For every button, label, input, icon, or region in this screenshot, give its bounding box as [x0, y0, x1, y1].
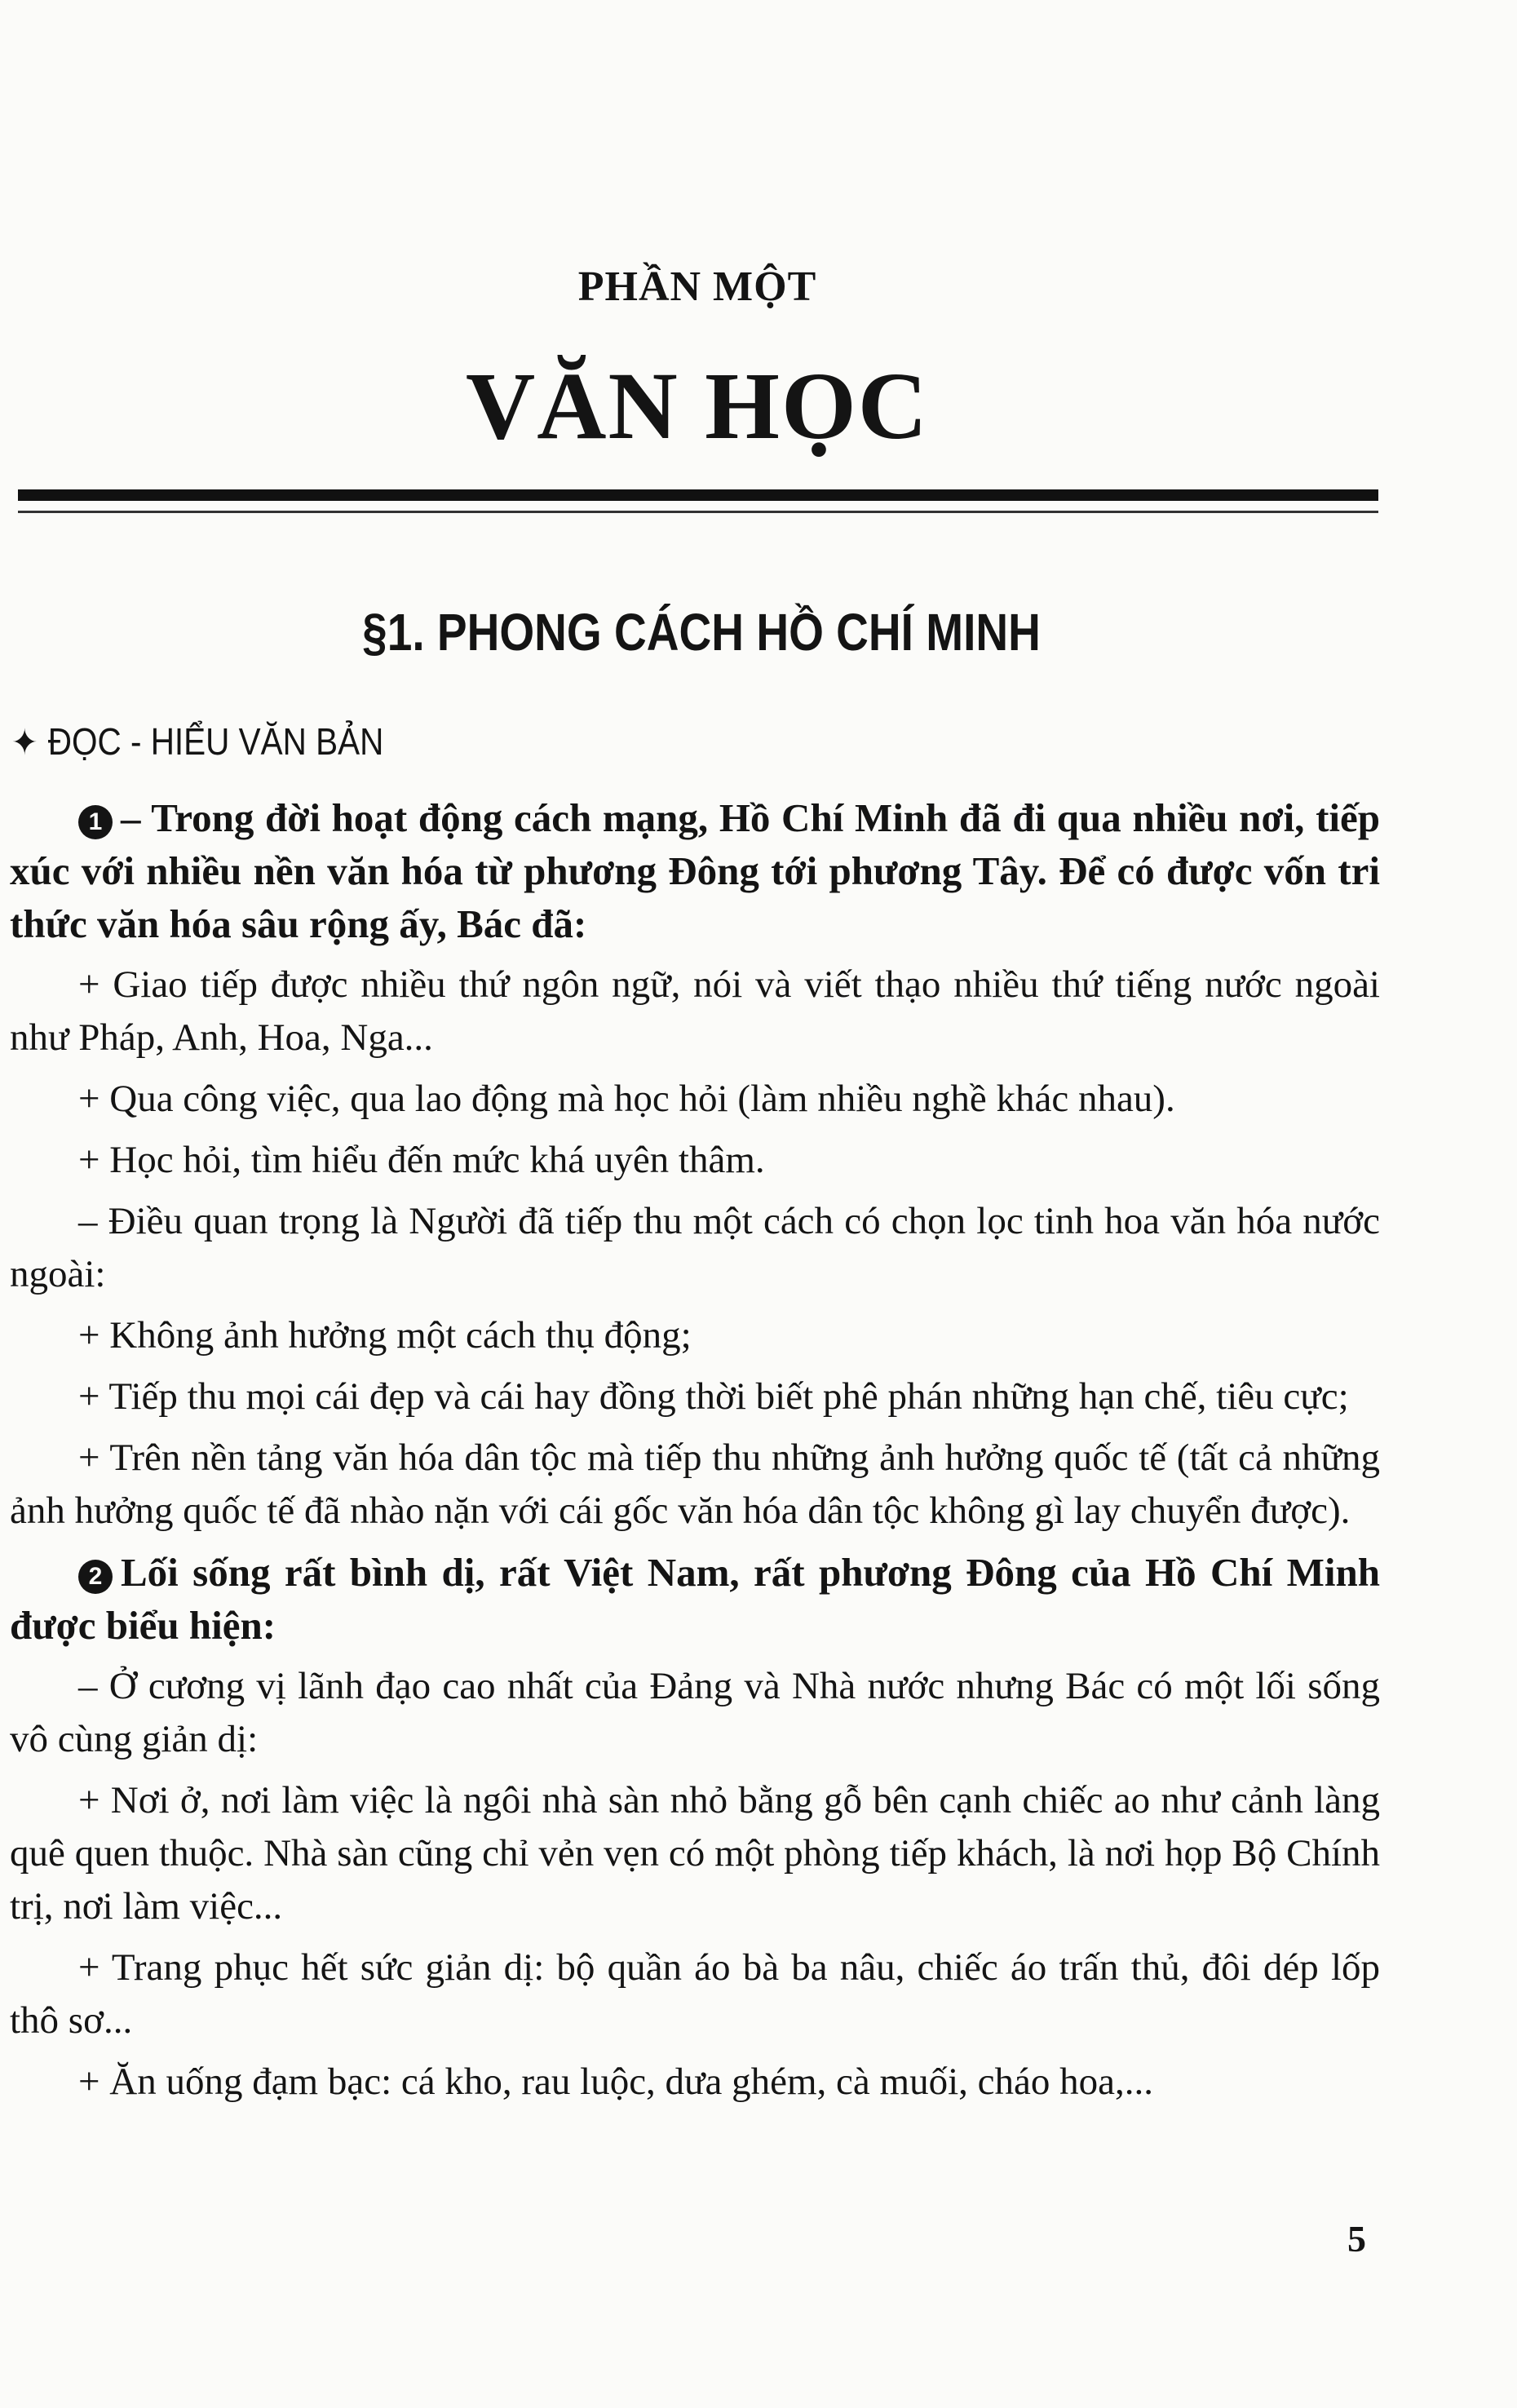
subheading-text: ĐỌC - HIỂU VĂN BẢN: [47, 720, 384, 763]
paragraph: + Không ảnh hưởng một cách thụ động;: [78, 1314, 692, 1357]
section-title: §1. PHONG CÁCH HỒ CHÍ MINH: [362, 603, 1041, 662]
paragraph: + Ăn uống đạm bạc: cá kho, rau luộc, dưa ghém, cà muối, cháo hoa,...: [78, 2061, 1153, 2103]
subheading: [11, 719, 383, 764]
paragraph: + Học hỏi, tìm hiểu đến mức khá uyên thâm.: [78, 1139, 765, 1181]
body-text: [10, 791, 1380, 2117]
paragraph: + Tiếp thu mọi cái đẹp và cái hay đồng thời biết phê phán những hạn chế, tiêu cực;: [78, 1375, 1349, 1418]
paragraph: + Giao tiếp được nhiều thứ ngôn ngữ, nói và viết thạo nhiều thứ tiếng nước ngoài như Pháp, Anh, Hoa, Nga...: [10, 963, 1380, 1059]
divider-thick: [18, 489, 1378, 501]
page-number: 5: [1347, 2218, 1366, 2260]
paragraph: – Ở cương vị lãnh đạo cao nhất của Đảng và Nhà nước nhưng Bác có một lối sống vô cùng giản dị:: [10, 1665, 1380, 1760]
question-1: [10, 791, 1380, 950]
part-label: PHẦN MỘT: [577, 263, 817, 310]
paragraph: + Nơi ở, nơi làm việc là ngôi nhà sàn nhỏ bằng gỗ bên cạnh chiếc ao như cảnh làng quê quen thuộc. Nhà sàn cũng chỉ vẻn vẹn có một phòng tiếp khách, là nơi họp Bộ Chính trị, nơi làm việc...: [10, 1779, 1380, 1928]
paragraph: + Trên nền tảng văn hóa dân tộc mà tiếp thu những ảnh hưởng quốc tế (tất cả những ảnh hưởng quốc tế đã nhào nặn với cái gốc văn hóa dân tộc không gì lay chuyển được).: [10, 1436, 1380, 1532]
question-2-text: Lối sống rất bình dị, rất Việt Nam, rất phương Đông của Hồ Chí Minh được biểu hiện:: [10, 1550, 1380, 1648]
question-1-text: – Trong đời hoạt động cách mạng, Hồ Chí Minh đã đi qua nhiều nơi, tiếp xúc với nhiều nền văn hóa từ phương Đông tới phương Tây. Để có được vốn tri thức văn hóa sâu rộng ấy, Bác đã:: [10, 795, 1380, 946]
question-2: [10, 1546, 1380, 1652]
paragraph: – Điều quan trọng là Người đã tiếp thu một cách có chọn lọc tinh hoa văn hóa nước ngoài:: [10, 1200, 1380, 1295]
number-1-badge: 1: [78, 805, 113, 839]
number-2-badge: 2: [78, 1560, 113, 1594]
four-pointed-star-icon: ✦: [11, 723, 38, 763]
paragraph: + Qua công việc, qua lao động mà học hỏi (làm nhiều nghề khác nhau).: [78, 1078, 1175, 1120]
divider-thin: [18, 511, 1378, 513]
paragraph: + Trang phục hết sức giản dị: bộ quần áo bà ba nâu, chiếc áo trấn thủ, đôi dép lốp thô sơ...: [10, 1946, 1380, 2042]
part-title: VĂN HỌC: [466, 352, 929, 459]
